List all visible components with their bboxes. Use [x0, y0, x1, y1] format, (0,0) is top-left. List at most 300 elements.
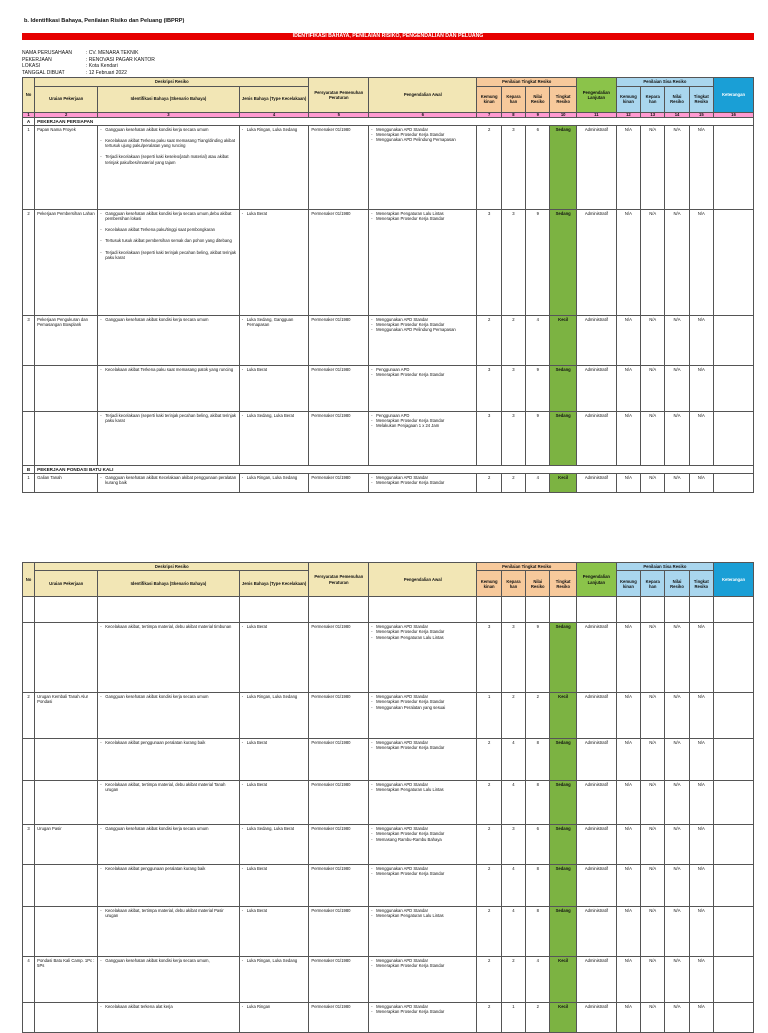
- cell-persyaratan: Permenaker 01/1980: [309, 365, 369, 411]
- cell-jenis: [239, 623, 309, 693]
- list-item: - Luka Ringan, Luka Sedang: [242, 958, 307, 963]
- cell-lanjutan: Administratif: [576, 693, 616, 739]
- cell-no: 3: [23, 825, 35, 865]
- list-item: - Gangguan kesehatan akibat kondisi kerja secara umum,: [100, 958, 237, 963]
- cell-lanjutan: Administratif: [576, 473, 616, 492]
- cell-tingkat: Kecil: [550, 1003, 577, 1033]
- cell-kemungkinan-sisa: N/A: [616, 739, 640, 781]
- list-item: - Kecelakaan akibat Terkena paku saat memasang Tiang/dinding akibat tertusuk ujung paku/peralatan yang runcing: [100, 138, 237, 148]
- cell-persyaratan: Permenaker 01/1980: [309, 125, 369, 209]
- list-item: - Luka Ringan, Luka Sedang: [242, 475, 307, 480]
- col-nilai-header: Nilai Resiko: [526, 86, 550, 112]
- list-item: - Menggunakan APD Standar: [371, 1004, 474, 1009]
- cell-keparahan-sisa: N/A: [641, 739, 665, 781]
- list-item: - Menerapkan Prosedur Kerja Standar: [371, 1009, 474, 1014]
- cell-nilai-sisa: N/A: [665, 473, 689, 492]
- cell-bahaya: [98, 125, 240, 209]
- cell-persyaratan: Permenaker 01/1980: [309, 825, 369, 865]
- col-uraian-header: Uraian Pekerjaan: [35, 86, 98, 112]
- cell-kemungkinan-sisa: N/A: [616, 693, 640, 739]
- col-tingkat-sisa-header: Tingkat Resiko: [689, 86, 713, 112]
- cell-jenis: [239, 781, 309, 825]
- cell-tingkat-sisa: N/A: [689, 739, 713, 781]
- info-value: : Kota Kendari: [86, 63, 118, 70]
- cell-tingkat-sisa: N/A: [689, 781, 713, 825]
- cell-kemungkinan: 2: [477, 473, 501, 492]
- cell-no: [23, 623, 35, 693]
- cell-persyaratan: Permenaker 01/1980: [309, 781, 369, 825]
- spacer-row: [23, 597, 754, 623]
- cell-tingkat: Sedang: [550, 411, 577, 465]
- cell-kemungkinan: 2: [477, 907, 501, 957]
- info-value: : CV. MENARA TEKNIK: [86, 50, 139, 56]
- cell-nilai: 9: [526, 209, 550, 315]
- cell-kemungkinan-sisa: N/A: [616, 825, 640, 865]
- cell-nilai-sisa: N/A: [665, 365, 689, 411]
- cell-tingkat: Sedang: [550, 825, 577, 865]
- cell-lanjutan: Administratif: [576, 209, 616, 315]
- info-label: LOKASI: [22, 63, 41, 70]
- cell-tingkat-sisa: N/A: [689, 411, 713, 465]
- list-item: - Kecelakaan akibat, tertimpa material, debu akibat material timbunan: [100, 624, 237, 629]
- col-keparahan-sisa-header: Kepara han: [641, 86, 665, 112]
- list-item: - Penggunaan APD: [371, 413, 474, 418]
- cell-persyaratan: Permenaker 01/1980: [309, 209, 369, 315]
- cell-keparahan-sisa: N/A: [641, 209, 665, 315]
- cell-no: [23, 1003, 35, 1033]
- cell-keparahan: 3: [501, 365, 525, 411]
- cell-bahaya: [98, 865, 240, 907]
- cell-keparahan-sisa: N/A: [641, 365, 665, 411]
- cell-keterangan: [714, 365, 754, 411]
- cell-pengendalian-awal: [369, 473, 477, 492]
- list-item: - Menerapkan Prosedur Kerja Standar: [371, 963, 474, 968]
- list-item: - Menggunakan APD Standar: [371, 127, 474, 132]
- cell-keterangan: [714, 125, 754, 209]
- cell-kemungkinan-sisa: N/A: [616, 623, 640, 693]
- table-row: [23, 825, 754, 865]
- cell-no: 3: [23, 315, 35, 365]
- cell-pengendalian-awal: [369, 125, 477, 209]
- cell-pengendalian-awal: [369, 623, 477, 693]
- cell-uraian: Papan Nama Proyek: [35, 125, 98, 209]
- col-deskripsi-header: Deskripsi Resiko: [35, 563, 309, 571]
- list-item: - Menerapkan Prosedur Kerja Standar: [371, 745, 474, 750]
- cell-no: [23, 907, 35, 957]
- list-item: - Gangguan kesehatan akibat kondisi kerja secara umum: [100, 694, 237, 699]
- section-code: B: [23, 465, 35, 473]
- cell-persyaratan: Permenaker 01/1980: [309, 693, 369, 739]
- list-item: - Menerapkan Prosedur Kerja Standar: [371, 831, 474, 836]
- cell-nilai-sisa: N/A: [665, 209, 689, 315]
- list-item: - Luka Berat: [242, 866, 307, 871]
- cell-persyaratan: Permenaker 01/1980: [309, 411, 369, 465]
- cell-keparahan: 3: [501, 623, 525, 693]
- cell-tingkat-sisa: N/A: [689, 365, 713, 411]
- col-tingkat-header: Tingkat Resiko: [550, 571, 577, 597]
- empty-cell: [477, 597, 501, 623]
- list-item: - Menerapkan Prosedur Kerja Standar: [371, 699, 474, 704]
- cell-nilai: 2: [526, 693, 550, 739]
- info-row: [22, 63, 754, 70]
- cell-keterangan: [714, 957, 754, 1003]
- empty-cell: [526, 597, 550, 623]
- cell-keparahan: 2: [501, 957, 525, 1003]
- cell-tingkat-sisa: N/A: [689, 693, 713, 739]
- cell-uraian: [35, 365, 98, 411]
- cell-keterangan: [714, 315, 754, 365]
- cell-no: [23, 739, 35, 781]
- cell-bahaya: [98, 693, 240, 739]
- list-item: - Kecelakaan akibat Terkena paku/tinggi saat pembongkaran: [100, 227, 237, 232]
- document-page-2: [22, 562, 754, 1033]
- list-item: - Luka Berat: [242, 367, 307, 372]
- col-penilaian-sisa-header: Penilaian Sisa Resiko: [616, 78, 713, 86]
- list-item: - Luka Berat: [242, 908, 307, 913]
- section-title: PEKERJAAN PONDASI BATU KALI: [35, 465, 754, 473]
- cell-kemungkinan: 3: [477, 209, 501, 315]
- cell-bahaya: [98, 473, 240, 492]
- list-item: - Menerapkan Prosedur Kerja Standar: [371, 480, 474, 485]
- list-item: - Menerapkan Pengaturan Lalu Lintas: [371, 913, 474, 918]
- cell-kemungkinan: 3: [477, 365, 501, 411]
- column-number: 9: [526, 112, 550, 117]
- column-number: 7: [477, 112, 501, 117]
- cell-kemungkinan-sisa: N/A: [616, 209, 640, 315]
- table-row: [23, 473, 754, 492]
- cell-uraian: [35, 739, 98, 781]
- col-deskripsi-header: Deskripsi Resiko: [35, 78, 309, 86]
- cell-no: 2: [23, 693, 35, 739]
- empty-cell: [714, 597, 754, 623]
- col-kemungkinan-sisa-header: Kemung kinan: [616, 86, 640, 112]
- cell-keparahan-sisa: N/A: [641, 125, 665, 209]
- cell-bahaya: [98, 365, 240, 411]
- cell-lanjutan: Administratif: [576, 623, 616, 693]
- section-code: A: [23, 117, 35, 125]
- company-info: [22, 50, 754, 76]
- list-item: - Luka Berat: [242, 624, 307, 629]
- col-no-header: No: [23, 563, 35, 597]
- col-persyaratan-header: Persyaratan Pemenuhan Peraturan: [309, 563, 369, 597]
- cell-uraian: [35, 1003, 98, 1033]
- cell-nilai-sisa: N/A: [665, 781, 689, 825]
- cell-nilai-sisa: N/A: [665, 411, 689, 465]
- col-keparahan-header: Kepara han: [501, 571, 525, 597]
- cell-keparahan-sisa: N/A: [641, 907, 665, 957]
- table-row: [23, 209, 754, 315]
- cell-pengendalian-awal: [369, 957, 477, 1003]
- list-item: - Gangguan kesehatan akibat kondisi kerja secara umum: [100, 826, 237, 831]
- cell-kemungkinan-sisa: N/A: [616, 865, 640, 907]
- section-title: PEKERJAAN PERSIAPAN: [35, 117, 754, 125]
- cell-keparahan: 2: [501, 693, 525, 739]
- cell-keparahan-sisa: N/A: [641, 865, 665, 907]
- cell-bahaya: [98, 825, 240, 865]
- cell-keparahan-sisa: N/A: [641, 1003, 665, 1033]
- empty-cell: [576, 597, 616, 623]
- cell-pengendalian-awal: [369, 781, 477, 825]
- cell-persyaratan: Permenaker 01/1980: [309, 473, 369, 492]
- list-item: - Menggunakan APD Pelindung Pernapasan: [371, 137, 474, 142]
- cell-pengendalian-awal: [369, 1003, 477, 1033]
- cell-keterangan: [714, 623, 754, 693]
- column-number: 15: [689, 112, 713, 117]
- list-item: - Luka Berat: [242, 211, 307, 216]
- cell-nilai: 6: [526, 825, 550, 865]
- cell-nilai: 9: [526, 623, 550, 693]
- cell-no: [23, 411, 35, 465]
- cell-nilai-sisa: N/A: [665, 865, 689, 907]
- cell-tingkat: Kecil: [550, 315, 577, 365]
- cell-bahaya: [98, 907, 240, 957]
- table-row: [23, 411, 754, 465]
- cell-tingkat: Sedang: [550, 739, 577, 781]
- cell-kemungkinan-sisa: N/A: [616, 781, 640, 825]
- cell-persyaratan: Permenaker 01/1980: [309, 739, 369, 781]
- cell-tingkat: Sedang: [550, 865, 577, 907]
- list-item: - Kecelakaan akibat, tertimpa material, debu akibat material Tanah urugan: [100, 782, 237, 792]
- cell-pengendalian-awal: [369, 865, 477, 907]
- cell-nilai-sisa: N/A: [665, 125, 689, 209]
- cell-keparahan: 2: [501, 473, 525, 492]
- cell-tingkat: Sedang: [550, 365, 577, 411]
- cell-tingkat-sisa: N/A: [689, 125, 713, 209]
- cell-no: 4: [23, 957, 35, 1003]
- list-item: - Kecelakaan akibat terkena alat kerja: [100, 1004, 237, 1009]
- list-item: - Kecelakaan akibat penggunaan peralatan kurang baik: [100, 740, 237, 745]
- cell-jenis: [239, 693, 309, 739]
- cell-pengendalian-awal: [369, 825, 477, 865]
- cell-kemungkinan-sisa: N/A: [616, 1003, 640, 1033]
- cell-kemungkinan: 2: [477, 825, 501, 865]
- cell-jenis: [239, 473, 309, 492]
- cell-jenis: [239, 411, 309, 465]
- list-item: - Menggunakan APD Standar: [371, 866, 474, 871]
- cell-no: 1: [23, 125, 35, 209]
- list-item: - Luka Ringan, Luka Sedang: [242, 694, 307, 699]
- cell-uraian: Urugan Pasir: [35, 825, 98, 865]
- list-item: - Luka Ringan, Luka Sedang: [242, 127, 307, 132]
- cell-nilai-sisa: N/A: [665, 623, 689, 693]
- cell-uraian: Galian Tanah: [35, 473, 98, 492]
- cell-keparahan: 4: [501, 739, 525, 781]
- cell-lanjutan: Administratif: [576, 825, 616, 865]
- cell-bahaya: [98, 209, 240, 315]
- cell-tingkat: Sedang: [550, 781, 577, 825]
- info-label: PEKERJAAN: [22, 56, 52, 63]
- list-item: - Menggunakan APD Standar: [371, 782, 474, 787]
- cell-pengendalian-awal: [369, 411, 477, 465]
- cell-keparahan-sisa: N/A: [641, 825, 665, 865]
- cell-tingkat-sisa: N/A: [689, 907, 713, 957]
- cell-nilai: 4: [526, 315, 550, 365]
- col-pengendalian-awal-header: Pengendalian Awal: [369, 563, 477, 597]
- col-kemungkinan-sisa-header: Kemung kinan: [616, 571, 640, 597]
- cell-persyaratan: Permenaker 01/1980: [309, 623, 369, 693]
- section-row: [23, 117, 754, 125]
- cell-keparahan: 4: [501, 907, 525, 957]
- empty-cell: [665, 597, 689, 623]
- col-penilaian-sisa-header: Penilaian Sisa Resiko: [616, 563, 713, 571]
- cell-tingkat-sisa: N/A: [689, 865, 713, 907]
- col-nilai-sisa-header: Nilai Resiko: [665, 86, 689, 112]
- cell-keparahan-sisa: N/A: [641, 693, 665, 739]
- cell-keparahan: 3: [501, 209, 525, 315]
- cell-jenis: [239, 125, 309, 209]
- cell-uraian: [35, 411, 98, 465]
- cell-tingkat-sisa: N/A: [689, 957, 713, 1003]
- col-identifikasi-header: Identifikasi Bahaya (Skenario Bahaya): [98, 571, 240, 597]
- cell-jenis: [239, 825, 309, 865]
- col-keparahan-sisa-header: Kepara han: [641, 571, 665, 597]
- cell-nilai: 8: [526, 781, 550, 825]
- col-lanjutan-header: Pengendalian Lanjutan: [576, 563, 616, 597]
- table-row: [23, 365, 754, 411]
- cell-kemungkinan-sisa: N/A: [616, 957, 640, 1003]
- info-label: NAMA PERUSAHAAN: [22, 50, 73, 56]
- list-item: - Gangguan kesehatan akibat kondisi kerja secara umum: [100, 317, 237, 322]
- cell-tingkat: Kecil: [550, 473, 577, 492]
- list-item: - Luka Sedang, Gangguan Pernapasan: [242, 317, 307, 327]
- cell-jenis: [239, 365, 309, 411]
- list-item: - Menerapkan Prosedur Kerja Standar: [371, 629, 474, 634]
- cell-lanjutan: Administratif: [576, 865, 616, 907]
- column-number: 16: [714, 112, 754, 117]
- cell-kemungkinan-sisa: N/A: [616, 907, 640, 957]
- cell-tingkat-sisa: N/A: [689, 623, 713, 693]
- cell-nilai-sisa: N/A: [665, 315, 689, 365]
- cell-keparahan-sisa: N/A: [641, 957, 665, 1003]
- col-nilai-header: Nilai Resiko: [526, 571, 550, 597]
- list-item: - Luka Sedang, Luka Berat: [242, 413, 307, 418]
- list-item: - Menerapkan Pengaturan Lalu Lintas: [371, 211, 474, 216]
- cell-lanjutan: Administratif: [576, 315, 616, 365]
- cell-nilai: 8: [526, 865, 550, 907]
- cell-tingkat: Sedang: [550, 907, 577, 957]
- list-item: - Menggunakan Peralatan yang sesuai: [371, 705, 474, 710]
- cell-keterangan: [714, 825, 754, 865]
- cell-keparahan-sisa: N/A: [641, 623, 665, 693]
- info-value: : RENOVASI PAGAR KANTOR: [86, 56, 155, 63]
- list-item: - Melakukan Penjagaan 1 x 24 Jam: [371, 423, 474, 428]
- cell-kemungkinan-sisa: N/A: [616, 411, 640, 465]
- cell-pengendalian-awal: [369, 693, 477, 739]
- cell-kemungkinan: 2: [477, 315, 501, 365]
- table-row: [23, 1003, 754, 1033]
- list-item: - Kecelakaan akibat Terkena paku saat memasang patok yang runcing: [100, 367, 237, 372]
- cell-keparahan: 1: [501, 1003, 525, 1033]
- cell-persyaratan: Permenaker 01/1980: [309, 315, 369, 365]
- empty-cell: [369, 597, 477, 623]
- cell-persyaratan: Permenaker 01/1980: [309, 1003, 369, 1033]
- list-item: - Penggunaan APD: [371, 367, 474, 372]
- cell-tingkat-sisa: N/A: [689, 209, 713, 315]
- cell-keparahan: 3: [501, 411, 525, 465]
- col-jenis-header: Jenis Bahaya (Type Kecelakaan): [239, 86, 309, 112]
- cell-kemungkinan: 2: [477, 865, 501, 907]
- cell-jenis: [239, 209, 309, 315]
- col-tingkat-header: Tingkat Resiko: [550, 86, 577, 112]
- cell-no: 2: [23, 209, 35, 315]
- info-label: TANGGAL DIBUAT: [22, 69, 65, 76]
- document-banner: IDENTIFIKASI BAHAYA, PENILAIAN RISIKO, PENGENDALIAN DAN PELUANG: [22, 33, 754, 40]
- cell-kemungkinan: 2: [477, 781, 501, 825]
- info-value: : 12 Februari 2022: [86, 69, 127, 76]
- cell-jenis: [239, 315, 309, 365]
- col-jenis-header: Jenis Bahaya (Type Kecelakaan): [239, 571, 309, 597]
- cell-bahaya: [98, 1003, 240, 1033]
- cell-lanjutan: Administratif: [576, 739, 616, 781]
- cell-uraian: Urugan Kembali Tanah Alur Pondasi: [35, 693, 98, 739]
- cell-persyaratan: Permenaker 01/1980: [309, 907, 369, 957]
- table-row: [23, 781, 754, 825]
- cell-lanjutan: Administratif: [576, 957, 616, 1003]
- cell-tingkat: Sedang: [550, 125, 577, 209]
- list-item: - Luka Sedang, Luka Berat: [242, 826, 307, 831]
- list-item: - Menggunakan APD Standar: [371, 958, 474, 963]
- cell-lanjutan: Administratif: [576, 365, 616, 411]
- empty-cell: [239, 597, 309, 623]
- cell-nilai-sisa: N/A: [665, 1003, 689, 1033]
- cell-bahaya: [98, 739, 240, 781]
- cell-bahaya: [98, 315, 240, 365]
- table-row: [23, 125, 754, 209]
- section-row: [23, 465, 754, 473]
- column-number: 4: [239, 112, 309, 117]
- cell-uraian: Pekerjaan Pengukuran dan Pemasangan Bowplank: [35, 315, 98, 365]
- list-item: - Terjadi kecelakaan (seperti kaki keseleo/jatuh material) atau akibat terinjak paku/besi/material yang tajam: [100, 154, 237, 164]
- cell-nilai: 4: [526, 473, 550, 492]
- column-number: 14: [665, 112, 689, 117]
- col-penilaian-tingkat-header: Penilaian Tingkat Resiko: [477, 563, 576, 571]
- document-heading: b. Identifikasi Bahaya, Penilaian Risiko dan Peluang (IBPRP): [24, 18, 185, 24]
- cell-nilai: 8: [526, 907, 550, 957]
- cell-nilai: 4: [526, 957, 550, 1003]
- cell-lanjutan: Administratif: [576, 1003, 616, 1033]
- cell-tingkat: Sedang: [550, 623, 577, 693]
- list-item: - Menggunakan APD Standar: [371, 740, 474, 745]
- cell-keterangan: [714, 1003, 754, 1033]
- empty-cell: [98, 597, 240, 623]
- col-kemungkinan-header: Kemung kinan: [477, 86, 501, 112]
- cell-kemungkinan-sisa: N/A: [616, 125, 640, 209]
- column-number: 10: [550, 112, 577, 117]
- cell-kemungkinan: 2: [477, 739, 501, 781]
- list-item: - Tertusuk tusuk akibat pembersihan semak dan pohon yang ditebang: [100, 238, 237, 243]
- cell-nilai-sisa: N/A: [665, 825, 689, 865]
- cell-tingkat: Kecil: [550, 693, 577, 739]
- cell-bahaya: [98, 411, 240, 465]
- empty-cell: [35, 597, 98, 623]
- col-uraian-header: Uraian Pekerjaan: [35, 571, 98, 597]
- col-keterangan-header: Keterangan: [714, 563, 754, 597]
- cell-bahaya: [98, 781, 240, 825]
- list-item: - Menerapkan Prosedur Kerja Standar: [371, 322, 474, 327]
- cell-nilai-sisa: N/A: [665, 957, 689, 1003]
- risk-table-page-2: [22, 562, 754, 1033]
- col-lanjutan-header: Pengendalian Lanjutan: [576, 78, 616, 112]
- cell-keparahan-sisa: N/A: [641, 781, 665, 825]
- col-nilai-sisa-header: Nilai Resiko: [665, 571, 689, 597]
- list-item: - Kecelakaan akibat penggunaan peralatan kurang baik: [100, 866, 237, 871]
- cell-pengendalian-awal: [369, 739, 477, 781]
- column-number: 3: [98, 112, 240, 117]
- list-item: - Menerapkan Prosedur Kerja Standar: [371, 871, 474, 876]
- cell-pengendalian-awal: [369, 365, 477, 411]
- cell-uraian: [35, 781, 98, 825]
- list-item: - Gangguan kesehatan akibat kondisi kerja secara umum: [100, 127, 237, 132]
